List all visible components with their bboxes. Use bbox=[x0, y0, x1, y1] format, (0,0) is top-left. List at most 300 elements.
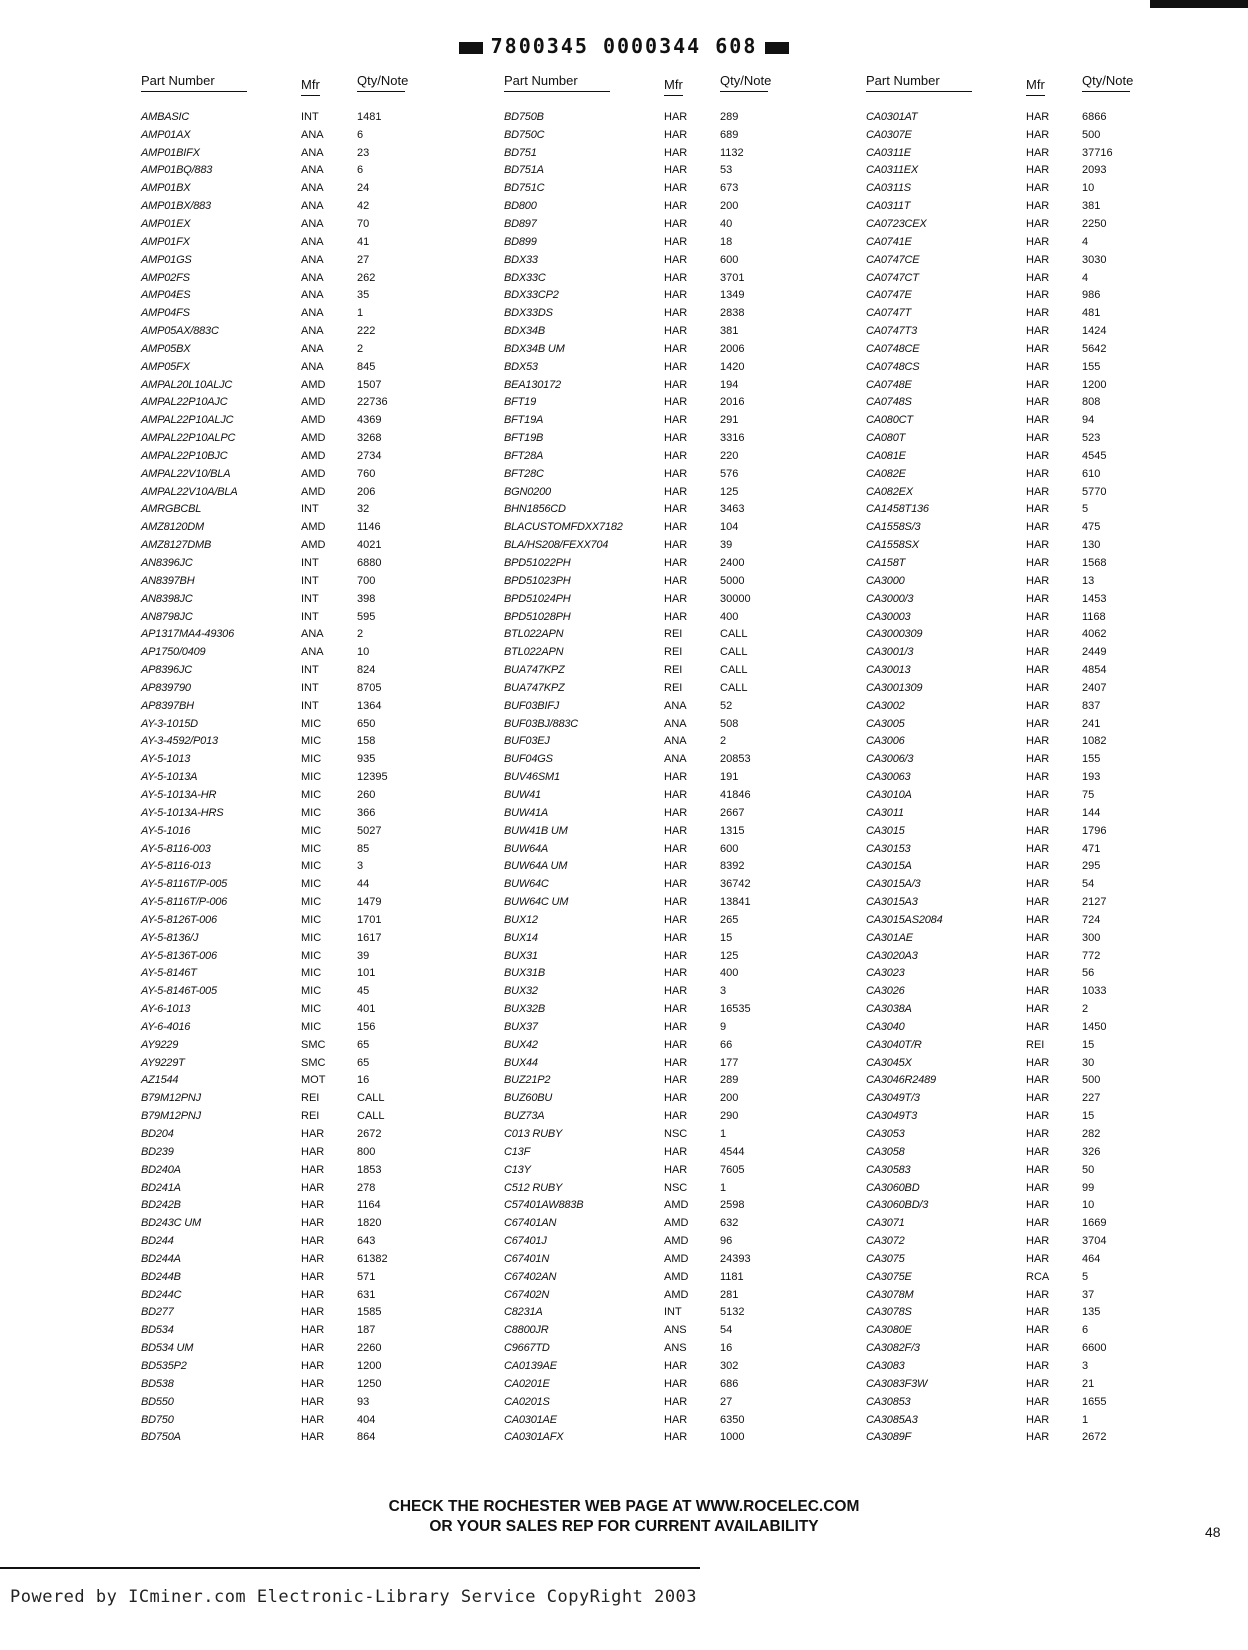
table-row bbox=[141, 429, 447, 447]
qty-note-cell: 1 bbox=[720, 1128, 727, 1141]
qty-note-cell: 1420 bbox=[720, 360, 745, 373]
qty-note-cell: 20853 bbox=[720, 753, 751, 766]
qty-note-cell: 772 bbox=[1082, 949, 1101, 962]
mfr-cell: AMD bbox=[301, 414, 326, 427]
part-number-cell: AY-6-1013 bbox=[141, 1003, 191, 1016]
table-row bbox=[866, 465, 1172, 483]
mfr-cell: HAR bbox=[301, 1395, 325, 1408]
document-code-text: 7800345 0000344 608 bbox=[490, 34, 758, 58]
table-row bbox=[866, 715, 1172, 733]
mfr-cell: HAR bbox=[664, 931, 688, 944]
qty-note-cell: 398 bbox=[357, 592, 376, 605]
mfr-cell: HAR bbox=[664, 806, 688, 819]
mfr-cell: AMD bbox=[301, 539, 326, 552]
mfr-cell: HAR bbox=[1026, 467, 1050, 480]
table-row bbox=[866, 162, 1172, 180]
mfr-cell: HAR bbox=[301, 1413, 325, 1426]
qty-note-cell: 673 bbox=[720, 182, 739, 195]
table-row bbox=[504, 1125, 810, 1143]
mfr-cell: HAR bbox=[1026, 235, 1050, 248]
qty-note-cell: 135 bbox=[1082, 1306, 1101, 1319]
part-number-cell: AMP04ES bbox=[141, 289, 191, 302]
mfr-cell: HAR bbox=[664, 842, 688, 855]
part-number-cell: BD751C bbox=[504, 182, 545, 195]
mfr-cell: MIC bbox=[301, 717, 322, 730]
qty-note-cell: 3704 bbox=[1082, 1235, 1107, 1248]
qty-note-cell: 2449 bbox=[1082, 646, 1107, 659]
part-number-cell: AMPAL22P10AJC bbox=[141, 396, 228, 409]
table-row bbox=[866, 1179, 1172, 1197]
document-code bbox=[0, 34, 1248, 58]
table-row bbox=[866, 875, 1172, 893]
part-number-cell: CA0747E bbox=[866, 289, 912, 302]
mfr-cell: HAR bbox=[664, 342, 688, 355]
qty-note-cell: 177 bbox=[720, 1056, 739, 1069]
table-row bbox=[504, 1018, 810, 1036]
qty-note-cell: 2838 bbox=[720, 307, 745, 320]
table-row bbox=[141, 501, 447, 519]
table-row bbox=[141, 1393, 447, 1411]
table-row bbox=[141, 179, 447, 197]
parts-column-1 bbox=[141, 70, 447, 1446]
part-number-cell: BD538 bbox=[141, 1377, 174, 1390]
mfr-cell: REI bbox=[664, 664, 683, 677]
mfr-cell: HAR bbox=[664, 592, 688, 605]
part-number-cell: BPD51023PH bbox=[504, 574, 571, 587]
table-row bbox=[141, 1214, 447, 1232]
qty-note-cell: 2672 bbox=[357, 1128, 382, 1141]
mfr-cell: MIC bbox=[301, 878, 322, 891]
table-row bbox=[141, 697, 447, 715]
qty-note-cell: 3463 bbox=[720, 503, 745, 516]
part-number-cell: AN8398JC bbox=[141, 592, 193, 605]
mfr-cell: MIC bbox=[301, 931, 322, 944]
qty-note-cell: 864 bbox=[357, 1431, 376, 1444]
mfr-cell: MIC bbox=[301, 842, 322, 855]
mfr-cell: INT bbox=[664, 1306, 682, 1319]
header-mfr: Mfr bbox=[1026, 77, 1045, 96]
mfr-cell: HAR bbox=[1026, 646, 1050, 659]
table-row bbox=[866, 197, 1172, 215]
qty-note-cell: 291 bbox=[720, 414, 739, 427]
mfr-cell: HAR bbox=[1026, 503, 1050, 516]
qty-note-cell: 27 bbox=[720, 1395, 733, 1408]
table-row bbox=[866, 108, 1172, 126]
table-row bbox=[866, 982, 1172, 1000]
mfr-cell: HAR bbox=[664, 913, 688, 926]
corner-bar bbox=[1150, 0, 1248, 8]
part-number-cell: C512 RUBY bbox=[504, 1181, 563, 1194]
qty-note-cell: 5 bbox=[1082, 503, 1089, 516]
part-number-cell: CA3002 bbox=[866, 699, 905, 712]
qty-note-cell: 15 bbox=[720, 931, 733, 944]
mfr-cell: HAR bbox=[301, 1199, 325, 1212]
qty-note-cell: 6 bbox=[357, 128, 364, 141]
mfr-cell: AMD bbox=[301, 449, 326, 462]
part-number-cell: C57401AW883B bbox=[504, 1199, 584, 1212]
qty-note-cell: 1164 bbox=[357, 1199, 381, 1212]
mfr-cell: HAR bbox=[1026, 753, 1050, 766]
table-row bbox=[141, 465, 447, 483]
mfr-cell: SMC bbox=[301, 1056, 326, 1069]
part-number-cell: CA3049T/3 bbox=[866, 1092, 920, 1105]
mfr-cell: HAR bbox=[664, 860, 688, 873]
mfr-cell: HAR bbox=[1026, 253, 1050, 266]
qty-note-cell: 576 bbox=[720, 467, 739, 480]
part-number-cell: BFT19 bbox=[504, 396, 537, 409]
qty-note-cell: 3 bbox=[1082, 1359, 1089, 1372]
table-row bbox=[141, 822, 447, 840]
table-row bbox=[141, 1036, 447, 1054]
qty-note-cell: 6 bbox=[357, 164, 364, 177]
qty-note-cell: 1146 bbox=[357, 521, 381, 534]
qty-note-cell: 54 bbox=[1082, 878, 1095, 891]
mfr-cell: HAR bbox=[664, 307, 688, 320]
part-number-cell: BD800 bbox=[504, 200, 537, 213]
part-number-cell: AY-5-1016 bbox=[141, 824, 191, 837]
part-number-cell: AY-5-1013A-HR bbox=[141, 788, 217, 801]
mfr-cell: HAR bbox=[1026, 1056, 1050, 1069]
qty-note-cell: 260 bbox=[357, 788, 376, 801]
part-number-cell: AY-5-8126T-006 bbox=[141, 913, 217, 926]
barcode-block-left bbox=[459, 42, 483, 54]
part-number-cell: BUV46SM1 bbox=[504, 771, 560, 784]
table-row bbox=[504, 501, 810, 519]
part-number-cell: AY-5-1013A-HRS bbox=[141, 806, 224, 819]
table-row bbox=[141, 340, 447, 358]
qty-note-cell: 1 bbox=[1082, 1413, 1089, 1426]
part-number-cell: C9667TD bbox=[504, 1342, 550, 1355]
mfr-cell: HAR bbox=[1026, 539, 1050, 552]
table-row bbox=[504, 429, 810, 447]
mfr-cell: INT bbox=[301, 574, 319, 587]
mfr-cell: HAR bbox=[664, 146, 688, 159]
qty-note-cell: 5642 bbox=[1082, 342, 1107, 355]
table-row bbox=[504, 1036, 810, 1054]
mfr-cell: HAR bbox=[1026, 1181, 1050, 1194]
part-number-cell: BPD51024PH bbox=[504, 592, 571, 605]
table-row bbox=[504, 1107, 810, 1125]
header-part-number: Part Number bbox=[504, 73, 610, 92]
table-row bbox=[141, 768, 447, 786]
qty-note-cell: CALL bbox=[357, 1110, 385, 1123]
table-row bbox=[866, 965, 1172, 983]
part-number-cell: B79M12PNJ bbox=[141, 1092, 201, 1105]
part-number-cell: CA3005 bbox=[866, 717, 905, 730]
qty-note-cell: 1033 bbox=[1082, 985, 1107, 998]
qty-note-cell: 193 bbox=[1082, 771, 1101, 784]
qty-note-cell: 10 bbox=[357, 646, 370, 659]
qty-note-cell: 4 bbox=[1082, 235, 1089, 248]
part-number-cell: CA0723CEX bbox=[866, 217, 927, 230]
qty-note-cell: 16 bbox=[357, 1074, 370, 1087]
qty-note-cell: 571 bbox=[357, 1270, 376, 1283]
qty-note-cell: 1796 bbox=[1082, 824, 1107, 837]
table-row bbox=[504, 1000, 810, 1018]
part-number-cell: AMP01BQ/883 bbox=[141, 164, 213, 177]
parts-list bbox=[504, 108, 810, 1446]
part-number-cell: C67402AN bbox=[504, 1270, 557, 1283]
mfr-cell: MIC bbox=[301, 913, 322, 926]
mfr-cell: INT bbox=[301, 557, 319, 570]
table-row bbox=[866, 304, 1172, 322]
qty-note-cell: 39 bbox=[357, 949, 370, 962]
part-number-cell: BD750C bbox=[504, 128, 545, 141]
table-row bbox=[504, 1375, 810, 1393]
table-row bbox=[866, 1161, 1172, 1179]
table-row bbox=[141, 1018, 447, 1036]
part-number-cell: BUF04GS bbox=[504, 753, 553, 766]
table-row bbox=[504, 1321, 810, 1339]
mfr-cell: ANA bbox=[301, 217, 324, 230]
table-row bbox=[504, 322, 810, 340]
part-number-cell: BD750B bbox=[504, 110, 544, 123]
mfr-cell: HAR bbox=[664, 1163, 688, 1176]
part-number-cell: CA3080E bbox=[866, 1324, 912, 1337]
mfr-cell: MIC bbox=[301, 967, 322, 980]
mfr-cell: HAR bbox=[664, 1110, 688, 1123]
mfr-cell: HAR bbox=[1026, 949, 1050, 962]
mfr-cell: ANA bbox=[664, 699, 687, 712]
part-number-cell: BPD51028PH bbox=[504, 610, 571, 623]
qty-note-cell: 3 bbox=[720, 985, 727, 998]
table-row bbox=[141, 929, 447, 947]
mfr-cell: HAR bbox=[664, 771, 688, 784]
qty-note-cell: 155 bbox=[1082, 360, 1101, 373]
mfr-cell: REI bbox=[664, 628, 683, 641]
part-number-cell: CA3011 bbox=[866, 806, 904, 819]
mfr-cell: HAR bbox=[301, 1377, 325, 1390]
qty-note-cell: 194 bbox=[720, 378, 739, 391]
part-number-cell: CA3046R2489 bbox=[866, 1074, 936, 1087]
qty-note-cell: 650 bbox=[357, 717, 376, 730]
part-number-cell: AP8396JC bbox=[141, 664, 192, 677]
table-row bbox=[141, 215, 447, 233]
qty-note-cell: 631 bbox=[357, 1288, 376, 1301]
part-number-cell: BUZ21P2 bbox=[504, 1074, 551, 1087]
notice-line-1: CHECK THE ROCHESTER WEB PAGE AT WWW.ROCELEC.COM bbox=[388, 1498, 860, 1515]
part-number-cell: CA0747CE bbox=[866, 253, 920, 266]
part-number-cell: CA0748S bbox=[866, 396, 912, 409]
table-row bbox=[866, 786, 1172, 804]
part-number-cell: BUW41 bbox=[504, 788, 541, 801]
part-number-cell: BUW64A UM bbox=[504, 860, 568, 873]
part-number-cell: BUF03EJ bbox=[504, 735, 550, 748]
table-row bbox=[504, 1214, 810, 1232]
qty-note-cell: 595 bbox=[357, 610, 376, 623]
table-row bbox=[504, 1232, 810, 1250]
qty-note-cell: 302 bbox=[720, 1359, 739, 1372]
qty-note-cell: 2260 bbox=[357, 1342, 382, 1355]
table-row bbox=[866, 215, 1172, 233]
mfr-cell: HAR bbox=[1026, 521, 1050, 534]
mfr-cell: HAR bbox=[664, 360, 688, 373]
mfr-cell: ANA bbox=[301, 289, 324, 302]
qty-note-cell: 265 bbox=[720, 913, 739, 926]
qty-note-cell: CALL bbox=[720, 628, 748, 641]
table-row bbox=[866, 822, 1172, 840]
mfr-cell: ANA bbox=[301, 307, 324, 320]
qty-note-cell: 400 bbox=[720, 967, 739, 980]
qty-note-cell: 41 bbox=[357, 235, 370, 248]
mfr-cell: AMD bbox=[664, 1199, 689, 1212]
parts-column-2 bbox=[504, 70, 810, 1446]
table-row bbox=[504, 982, 810, 1000]
table-row bbox=[141, 661, 447, 679]
table-row bbox=[504, 572, 810, 590]
part-number-cell: BD241A bbox=[141, 1181, 181, 1194]
mfr-cell: HAR bbox=[664, 574, 688, 587]
qty-note-cell: 500 bbox=[1082, 128, 1101, 141]
table-row bbox=[866, 1018, 1172, 1036]
mfr-cell: HAR bbox=[664, 485, 688, 498]
qty-note-cell: 1701 bbox=[357, 913, 382, 926]
qty-note-cell: 5770 bbox=[1082, 485, 1107, 498]
table-row bbox=[866, 536, 1172, 554]
part-number-cell: C13Y bbox=[504, 1163, 531, 1176]
mfr-cell: HAR bbox=[1026, 681, 1050, 694]
qty-note-cell: 2006 bbox=[720, 342, 745, 355]
table-row bbox=[504, 1250, 810, 1268]
table-row bbox=[504, 750, 810, 768]
table-row bbox=[504, 358, 810, 376]
part-number-cell: CA3015A3 bbox=[866, 896, 918, 909]
part-number-cell: BDX53 bbox=[504, 360, 538, 373]
table-row bbox=[504, 1268, 810, 1286]
qty-note-cell: 23 bbox=[357, 146, 370, 159]
part-number-cell: CA0139AE bbox=[504, 1359, 557, 1372]
part-number-cell: BUX12 bbox=[504, 913, 538, 926]
mfr-cell: HAR bbox=[1026, 717, 1050, 730]
part-number-cell: AMP05AX/883C bbox=[141, 325, 219, 338]
part-number-cell: BUX32 bbox=[504, 985, 538, 998]
mfr-cell: HAR bbox=[1026, 360, 1050, 373]
table-row bbox=[866, 1054, 1172, 1072]
mfr-cell: HAR bbox=[301, 1252, 325, 1265]
table-row bbox=[866, 1107, 1172, 1125]
part-number-cell: AMP01EX bbox=[141, 217, 191, 230]
header-qty-note: Qty/Note bbox=[357, 73, 405, 92]
qty-note-cell: 845 bbox=[357, 360, 376, 373]
part-number-cell: BPD51022PH bbox=[504, 557, 571, 570]
mfr-cell: AMD bbox=[664, 1288, 689, 1301]
table-row bbox=[866, 1072, 1172, 1090]
mfr-cell: HAR bbox=[1026, 1145, 1050, 1158]
mfr-cell: HAR bbox=[301, 1324, 325, 1337]
mfr-cell: HAR bbox=[1026, 878, 1050, 891]
qty-note-cell: 241 bbox=[1082, 717, 1101, 730]
qty-note-cell: 6350 bbox=[720, 1413, 745, 1426]
qty-note-cell: CALL bbox=[720, 664, 748, 677]
mfr-cell: HAR bbox=[301, 1217, 325, 1230]
part-number-cell: BD534 UM bbox=[141, 1342, 194, 1355]
part-number-cell: BFT28A bbox=[504, 449, 544, 462]
table-row bbox=[141, 857, 447, 875]
table-row bbox=[866, 1232, 1172, 1250]
table-row bbox=[141, 715, 447, 733]
part-number-cell: AMP05FX bbox=[141, 360, 190, 373]
part-number-cell: CA0747T bbox=[866, 307, 912, 320]
part-number-cell: BUX44 bbox=[504, 1056, 538, 1069]
part-number-cell: BD750 bbox=[141, 1413, 174, 1426]
qty-note-cell: 15 bbox=[1082, 1038, 1095, 1051]
part-number-cell: BUX42 bbox=[504, 1038, 538, 1051]
mfr-cell: HAR bbox=[664, 1377, 688, 1390]
mfr-cell: AMD bbox=[664, 1217, 689, 1230]
qty-note-cell: 2250 bbox=[1082, 217, 1107, 230]
table-row bbox=[504, 108, 810, 126]
table-row bbox=[866, 1339, 1172, 1357]
part-number-cell: CA30853 bbox=[866, 1395, 911, 1408]
footer-divider bbox=[0, 1567, 700, 1569]
qty-note-cell: 404 bbox=[357, 1413, 376, 1426]
mfr-cell: HAR bbox=[1026, 1092, 1050, 1105]
qty-note-cell: 5132 bbox=[720, 1306, 745, 1319]
mfr-cell: HAR bbox=[664, 896, 688, 909]
part-number-cell: AY-5-8116-003 bbox=[141, 842, 211, 855]
mfr-cell: HAR bbox=[664, 1431, 688, 1444]
table-row bbox=[866, 1304, 1172, 1322]
qty-note-cell: 35 bbox=[357, 289, 370, 302]
qty-note-cell: 3701 bbox=[720, 271, 745, 284]
part-number-cell: CA3015 bbox=[866, 824, 905, 837]
qty-note-cell: 7605 bbox=[720, 1163, 745, 1176]
qty-note-cell: 32 bbox=[357, 503, 370, 516]
mfr-cell: HAR bbox=[1026, 1252, 1050, 1265]
qty-note-cell: 93 bbox=[357, 1395, 370, 1408]
qty-note-cell: 12395 bbox=[357, 771, 388, 784]
table-row bbox=[141, 1089, 447, 1107]
mfr-cell: HAR bbox=[1026, 557, 1050, 570]
table-row bbox=[141, 518, 447, 536]
mfr-cell: HAR bbox=[664, 128, 688, 141]
qty-note-cell: 2 bbox=[357, 628, 364, 641]
qty-note-cell: 1181 bbox=[720, 1270, 744, 1283]
mfr-cell: ANA bbox=[301, 271, 324, 284]
part-number-cell: BUF03BIFJ bbox=[504, 699, 560, 712]
part-number-cell: CA30153 bbox=[866, 842, 911, 855]
part-number-cell: CA3001/3 bbox=[866, 646, 914, 659]
qty-note-cell: 10 bbox=[1082, 182, 1095, 195]
mfr-cell: HAR bbox=[664, 539, 688, 552]
table-row bbox=[866, 1268, 1172, 1286]
part-number-cell: BD243C UM bbox=[141, 1217, 201, 1230]
part-number-cell: AMPAL22P10ALJC bbox=[141, 414, 234, 427]
mfr-cell: MIC bbox=[301, 806, 322, 819]
table-row bbox=[141, 1232, 447, 1250]
table-row bbox=[504, 1089, 810, 1107]
qty-note-cell: 481 bbox=[1082, 307, 1101, 320]
mfr-cell: HAR bbox=[664, 878, 688, 891]
table-row bbox=[141, 1054, 447, 1072]
mfr-cell: HAR bbox=[664, 521, 688, 534]
table-row bbox=[141, 750, 447, 768]
table-row bbox=[141, 875, 447, 893]
part-number-cell: AMP01AX bbox=[141, 128, 191, 141]
qty-note-cell: 16 bbox=[720, 1342, 733, 1355]
mfr-cell: HAR bbox=[1026, 200, 1050, 213]
part-number-cell: CA3060BD bbox=[866, 1181, 920, 1194]
part-number-cell: BTL022APN bbox=[504, 646, 564, 659]
part-number-cell: BD897 bbox=[504, 217, 537, 230]
table-row bbox=[504, 1286, 810, 1304]
mfr-cell: HAR bbox=[301, 1163, 325, 1176]
mfr-cell: MIC bbox=[301, 860, 322, 873]
table-row bbox=[141, 251, 447, 269]
mfr-cell: HAR bbox=[664, 1020, 688, 1033]
part-number-cell: BUX14 bbox=[504, 931, 538, 944]
part-number-cell: AY-5-8146T-005 bbox=[141, 985, 217, 998]
